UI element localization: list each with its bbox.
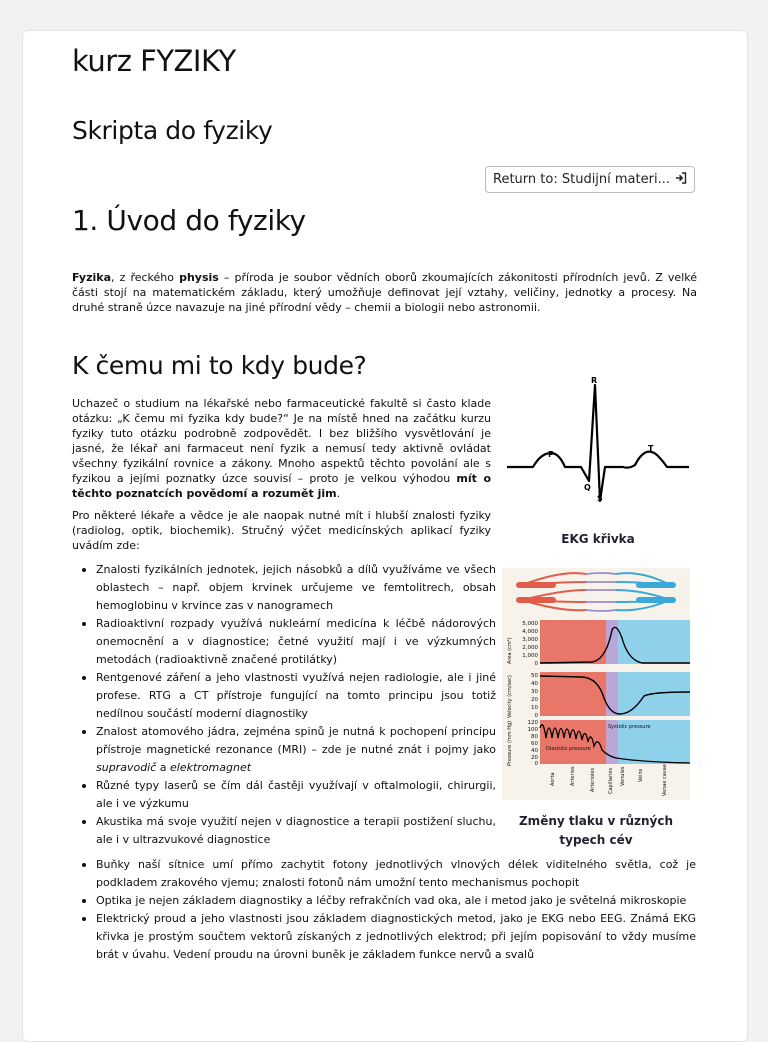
vessel-label-aorta: Aorta — [550, 772, 556, 786]
velocity-panel — [540, 672, 690, 716]
intro-term: Fyzika — [72, 271, 111, 284]
area-panel — [540, 620, 690, 664]
ekg-label-s: S — [597, 494, 603, 503]
usage-paragraph-1-bold: mít o těchto poznatcích povědomí a rozumět jim — [72, 472, 491, 500]
intro-text-b: – příroda je soubor vědních oborů zkoumajících zákonitosti přírodních jevů. Z velké části stojí na matematickém základu, který umožňuje definovat její vztahy, veličiny, jednotky a procesy. Na druhé straně úzce navazuje na jiné přírodní vědy – chemii a biologii nebo astronomii. — [72, 271, 698, 314]
vessel-label-venae-cavae: Venae cavae — [662, 764, 668, 796]
area-tick-3: 2,000 — [522, 645, 538, 651]
usage-paragraph-1-text: Uchazeč o studium na lékařské nebo farmaceutické fakultě si často klade otázku: „K čemu mi fyzika kdy bude?“ Je na místě hned na začátku kurzu fyziky tuto otázku podrobně zodpovědět. I bez bližšího vysvětlování je jasné, že lékař ani farmaceut není fyzik a nemusí tedy aktivně ovládat všechny fyzikální rovnice a zákony. Mnoho aspektů těchto povolání ale s fyzikou a jejími poznatky úzce souvisí – proto je velkou výhodou — [72, 397, 491, 485]
area-tick-2: 3,000 — [522, 637, 538, 643]
velocity-tick-5: 0 — [534, 713, 538, 719]
ekg-label-q: Q — [584, 483, 591, 492]
ekg-label-p: P — [548, 450, 554, 459]
velocity-tick-3: 20 — [531, 697, 538, 703]
area-axis-label: Area (cm²) — [507, 637, 513, 664]
site-title[interactable]: kurz FYZIKY — [72, 44, 236, 78]
term-supravodic: supravodič — [96, 761, 157, 774]
vessel-figure — [502, 568, 690, 800]
pressure-tick-2: 80 — [531, 734, 538, 740]
vessel-caption: Změny tlaku v různých typech cév — [518, 814, 673, 847]
list-item: Buňky naší sítnice umí přímo zachytit fotony jednotlivých vlnových délek viditelného světla, což je podkladem zrakového vjemu; znalosti fotonů nám umožní tento mechanismus pochopit — [96, 856, 696, 892]
intro-greek-term: physis — [179, 271, 219, 284]
diastolic-label: Diastolic pressure — [546, 746, 591, 752]
applications-list-continued — [96, 856, 696, 964]
velocity-tick-2: 30 — [531, 689, 538, 695]
systolic-label: Systolic pressure — [608, 724, 651, 730]
vessel-label-venules: Venules — [620, 766, 626, 786]
list-item: Rentgenové záření a jeho vlastnosti využívá nejen radiologie, ale i jiné profese. RTG a CT přístroje fungující na tomto principu jsou totiž nedílnou součástí moderní diagnostiky — [96, 669, 496, 723]
list-item — [96, 723, 496, 777]
list-item: Akustika má svoje využití nejen v diagnostice a terapii postižení sluchu, ale i v ultrazvukové diagnostice — [96, 813, 496, 849]
velocity-tick-4: 10 — [531, 705, 538, 711]
velocity-tick-1: 40 — [531, 681, 538, 687]
vessel-label-capillaries: Capillaries — [608, 767, 614, 794]
list-item: Elektrický proud a jeho vlastnosti jsou základem diagnostických metod, jako je EKG nebo EEG. Známá EKG křivka je prostým součtem vektorů získaných z jednotlivých elektrod; při jejím popisování to vždy musíme brát v úvahu. Vedení proudu na úrovni buněk je základem funkce nervů a svalů — [96, 910, 696, 964]
pressure-axis-label: Pressure (mm Hg) — [507, 720, 513, 766]
term-elektromagnet: elektromagnet — [170, 761, 252, 774]
list-item: Různé typy laserů se čím dál častěji využívají v oftalmologii, chirurgii, ale i ve výzkumu — [96, 777, 496, 813]
list-item-text: Znalost atomového jádra, zejména spinů je nutná k pochopení principu přístroje magnetické rezonance (MRI) – zde je nutné znát i pojmy jako — [96, 725, 496, 756]
velocity-tick-0: 50 — [531, 673, 538, 679]
usage-paragraph-2: Pro některé lékaře a vědce je ale naopak nutné mít i hlubší znalosti fyziky (radiolog, optik, biochemik). Stručný výčet medicínských aplikací fyziky uvádím zde: — [72, 509, 491, 552]
return-button-label: Return to: Studijní materi... — [493, 172, 670, 187]
pressure-tick-6: 0 — [534, 761, 538, 767]
vessel-label-arteries: Arteries — [570, 766, 576, 786]
usage-paragraph-1 — [72, 396, 491, 501]
intro-paragraph — [72, 270, 697, 315]
intro-text-a: , z řeckého — [111, 271, 180, 284]
list-item: Radioaktivní rozpady využívá nukleární medicína k léčbě nádorových onemocnění a v diagnostice; četné využití mají i ve výzkumných metodách (radioaktivně značené protilátky) — [96, 615, 496, 669]
ekg-label-r: R — [591, 376, 598, 385]
section-heading-intro: 1. Úvod do fyziky — [72, 204, 306, 237]
velocity-axis-label: Velocity (cm/sec) — [507, 675, 513, 718]
area-tick-5: 0 — [534, 661, 538, 667]
list-item-text: a — [156, 761, 171, 774]
return-button[interactable] — [485, 166, 695, 193]
vessel-label-arterioles: Arterioles — [590, 767, 596, 792]
sign-in-icon — [675, 172, 687, 188]
ekg-figure — [505, 375, 691, 505]
ekg-label-t: T — [648, 444, 654, 453]
list-item: Optika je nejen základem diagnostiky a léčby refrakčních vad oka, ale i metod jako je světelná mikroskopie — [96, 892, 696, 910]
pressure-tick-0: 120 — [527, 720, 538, 726]
ekg-trace — [507, 385, 689, 501]
area-tick-0: 5,000 — [522, 621, 538, 627]
pressure-tick-4: 40 — [531, 748, 538, 754]
pressure-tick-1: 100 — [527, 727, 538, 733]
section-heading-usage: K čemu mi to kdy bude? — [72, 351, 367, 380]
ekg-caption: EKG křivka — [561, 532, 635, 546]
course-title: Skripta do fyziky — [72, 116, 273, 145]
applications-list — [96, 561, 496, 849]
vessel-label-veins: Veins — [638, 768, 644, 782]
usage-paragraph-1-end: . — [336, 487, 341, 500]
area-tick-1: 4,000 — [522, 629, 538, 635]
list-item: Znalosti fyzikálních jednotek, jejich násobků a dílů využíváme ve všech oblastech – např. objem krvinek určujeme ve femtolitrech, obsah hemoglobinu v krvince zas v nanogramech — [96, 561, 496, 615]
pressure-tick-5: 20 — [531, 755, 538, 761]
area-tick-4: 1,000 — [522, 653, 538, 659]
pressure-tick-3: 60 — [531, 741, 538, 747]
